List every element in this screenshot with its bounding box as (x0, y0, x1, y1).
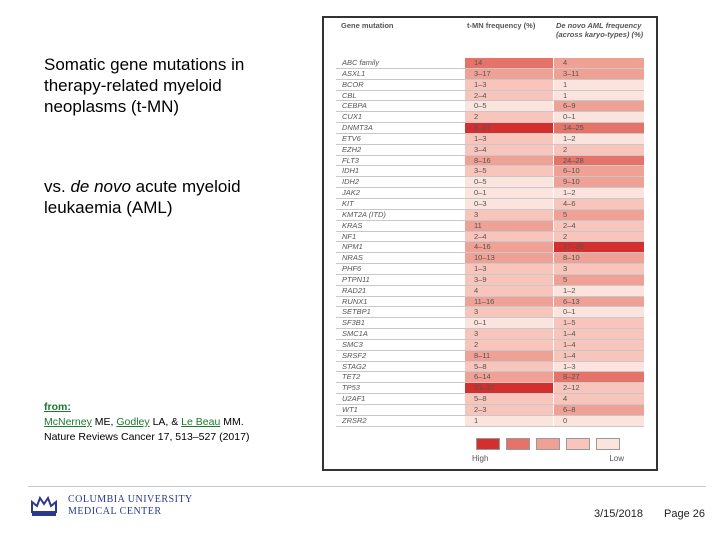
logo-line-2: MEDICAL CENTER (68, 506, 162, 517)
crown-icon (30, 494, 58, 518)
mutation-frequency-table (322, 16, 658, 471)
tmn-frequency-cell: 2 (464, 112, 553, 122)
slide-title: Somatic gene mutations in therapy-related myeloid neoplasms (t-MN) (44, 55, 245, 116)
tmn-frequency-cell: 11 (464, 221, 553, 231)
table-row (336, 166, 644, 177)
gene-cell: IDH1 (342, 166, 360, 176)
gene-cell: CUX1 (342, 112, 363, 122)
tmn-frequency-cell: 0–1 (464, 318, 553, 328)
aml-frequency-cell: 2 (553, 145, 644, 155)
table-row (336, 351, 644, 362)
subtitle-prefix: vs. (44, 177, 71, 196)
aml-frequency-cell: 5 (553, 210, 644, 220)
gene-cell: JAK2 (342, 188, 360, 198)
gene-cell: KMT2A (ITD) (342, 209, 386, 219)
gene-cell: NF1 (342, 231, 357, 241)
gene-cell: STAG2 (342, 361, 367, 371)
tmn-frequency-cell: 23–37 (464, 383, 553, 393)
tmn-frequency-cell: 11–16 (464, 297, 553, 307)
tmn-frequency-cell: 8–16 (464, 156, 553, 166)
gene-cell: TET2 (342, 372, 361, 382)
gene-cell: IDH2 (342, 177, 360, 187)
tmn-frequency-cell: 3 (464, 210, 553, 220)
subtitle-italic: de novo (70, 177, 131, 196)
aml-frequency-cell: 1–3 (553, 362, 644, 372)
legend-swatches (476, 438, 638, 450)
aml-frequency-cell: 4 (553, 58, 644, 68)
columbia-logo (30, 494, 193, 518)
tmn-frequency-cell: 5–8 (464, 362, 553, 372)
header-gene: Gene mutation (341, 21, 394, 30)
aml-frequency-cell: 1–2 (553, 134, 644, 144)
legend-swatch (506, 438, 530, 450)
gene-cell: CEBPA (342, 101, 367, 111)
aml-frequency-cell: 0 (553, 416, 644, 426)
tmn-frequency-cell: 1 (464, 416, 553, 426)
aml-frequency-cell: 8–10 (553, 253, 644, 263)
header-tmn: t-MN frequency (%) (467, 21, 536, 30)
tmn-frequency-cell: 2 (464, 340, 553, 350)
aml-frequency-cell: 6–8 (553, 405, 644, 415)
tmn-frequency-cell: 2–4 (464, 232, 553, 242)
journal-reference: Nature Reviews Cancer 17, 513–527 (2017) (44, 431, 250, 443)
tmn-frequency-cell: 0–1 (464, 188, 553, 198)
aml-frequency-cell: 0–1 (553, 307, 644, 317)
gene-cell: SRSF2 (342, 350, 367, 360)
table-row (336, 210, 644, 221)
aml-frequency-cell: 0–1 (553, 112, 644, 122)
tmn-frequency-cell: 0–5 (464, 177, 553, 187)
slide-date: 3/15/2018 (594, 508, 643, 520)
aml-frequency-cell: 1–4 (553, 351, 644, 361)
table-row (336, 188, 644, 199)
gene-cell: ABC family (342, 58, 380, 67)
tmn-frequency-cell: 6–14 (464, 372, 553, 382)
table-row (336, 340, 644, 351)
table-row (336, 329, 644, 340)
table-row (336, 112, 644, 123)
aml-frequency-cell: 1–4 (553, 329, 644, 339)
tmn-frequency-cell: 0–3 (464, 199, 553, 209)
subtitle-suffix: acute myeloid leukaemia (AML) (44, 177, 241, 217)
table-row (336, 307, 644, 318)
tmn-frequency-cell: 8–11 (464, 351, 553, 361)
gene-cell: TP53 (342, 383, 360, 393)
slide-subtitle (44, 176, 304, 218)
tmn-frequency-cell: 4 (464, 286, 553, 296)
table-row (336, 405, 644, 416)
tmn-frequency-cell: 14 (464, 58, 553, 68)
tmn-frequency-cell: 2–3 (464, 405, 553, 415)
tmn-frequency-cell: 3 (464, 307, 553, 317)
legend-high-label: High (472, 454, 489, 463)
tmn-frequency-cell: 3 (464, 329, 553, 339)
aml-frequency-cell: 8–27 (553, 372, 644, 382)
source-from-label: from: (44, 401, 71, 413)
aml-frequency-cell: 3 (553, 264, 644, 274)
legend-low-label: Low (609, 454, 624, 463)
tmn-frequency-cell: 3–5 (464, 166, 553, 176)
aml-frequency-cell: 1 (553, 80, 644, 90)
author-link-mcnerney[interactable]: McNerney (44, 416, 92, 428)
gene-cell: RAD21 (342, 285, 367, 295)
aml-frequency-cell: 2 (553, 232, 644, 242)
gene-cell: KRAS (342, 220, 363, 230)
aml-frequency-cell: 1 (553, 91, 644, 101)
aml-frequency-cell: 1–2 (553, 188, 644, 198)
heat-legend (468, 438, 638, 466)
aml-frequency-cell: 2–4 (553, 221, 644, 231)
aml-frequency-cell: 5 (553, 275, 644, 285)
table-row (336, 242, 644, 253)
gene-cell: PHF6 (342, 264, 362, 274)
logo-line-1: COLUMBIA UNIVERSITY (68, 494, 193, 505)
table-row (336, 383, 644, 394)
table-row (336, 318, 644, 329)
table-row (336, 145, 644, 156)
gene-cell: KIT (342, 198, 354, 208)
tmn-frequency-cell: 2–4 (464, 91, 553, 101)
footer-divider (28, 486, 706, 487)
aml-frequency-cell: 27–35 (553, 242, 644, 252)
aml-frequency-cell: 9–10 (553, 177, 644, 187)
header-aml: De novo AML frequency (across karyo-types) (%) (556, 21, 644, 39)
table-row (336, 394, 644, 405)
aml-frequency-cell: 1–5 (553, 318, 644, 328)
tmn-frequency-cell: 4–16 (464, 242, 553, 252)
aml-frequency-cell: 4–6 (553, 199, 644, 209)
tmn-frequency-cell: 1–3 (464, 134, 553, 144)
tmn-frequency-cell: 1–3 (464, 264, 553, 274)
aml-frequency-cell: 1–2 (553, 286, 644, 296)
gene-cell: SMC1A (342, 329, 368, 339)
tmn-frequency-cell: 3–9 (464, 275, 553, 285)
table-row (336, 264, 644, 275)
table-row (336, 91, 644, 102)
gene-cell: WT1 (342, 405, 358, 414)
gene-cell: ZRSR2 (342, 415, 367, 425)
table-row (336, 80, 644, 91)
tmn-frequency-cell: 8–27 (464, 123, 553, 133)
table-row (336, 199, 644, 210)
table-row (336, 134, 644, 145)
table-row (336, 253, 644, 264)
page-number: Page 26 (664, 508, 705, 520)
gene-cell: RUNX1 (342, 296, 368, 306)
table-body (336, 58, 644, 427)
aml-frequency-cell: 6–9 (553, 101, 644, 111)
gene-cell: CBL (342, 90, 357, 100)
table-row (336, 177, 644, 188)
table-row (336, 101, 644, 112)
gene-cell: ETV6 (342, 133, 361, 143)
author-initials-3: MM. (220, 416, 244, 428)
author-initials-1: ME, (91, 416, 117, 428)
legend-swatch (596, 438, 620, 450)
table-row (336, 416, 644, 427)
legend-swatch (566, 438, 590, 450)
aml-frequency-cell: 4 (553, 394, 644, 404)
gene-cell: NRAS (342, 253, 363, 263)
gene-cell: NPM1 (342, 242, 363, 252)
aml-frequency-cell: 6–10 (553, 166, 644, 176)
aml-frequency-cell: 3–11 (553, 69, 644, 79)
gene-cell: ASXL1 (342, 68, 366, 78)
gene-cell: FLT3 (342, 155, 359, 165)
table-row (336, 286, 644, 297)
aml-frequency-cell: 24–28 (553, 156, 644, 166)
table-row (336, 58, 644, 69)
table-row (336, 156, 644, 167)
gene-cell: U2AF1 (342, 394, 366, 404)
aml-frequency-cell: 14–25 (553, 123, 644, 133)
aml-frequency-cell: 1–4 (553, 340, 644, 350)
tmn-frequency-cell: 0–5 (464, 101, 553, 111)
source-citation (44, 400, 324, 445)
table-row (336, 372, 644, 383)
table-row (336, 69, 644, 80)
author-initials-2: LA, & (149, 416, 182, 428)
gene-cell: DNMT3A (342, 123, 373, 133)
gene-cell: BCOR (342, 79, 364, 89)
tmn-frequency-cell: 3–17 (464, 69, 553, 79)
table-row (336, 362, 644, 373)
aml-frequency-cell: 2–12 (553, 383, 644, 393)
author-link-lebeau[interactable]: Le Beau (181, 416, 221, 428)
legend-swatch (536, 438, 560, 450)
legend-swatch (476, 438, 500, 450)
table-row (336, 232, 644, 243)
table-row (336, 297, 644, 308)
gene-cell: PTPN11 (342, 274, 370, 284)
tmn-frequency-cell: 10–13 (464, 253, 553, 263)
author-link-godley[interactable]: Godley (116, 416, 150, 428)
gene-cell: SMC3 (342, 339, 363, 349)
gene-cell: SF3B1 (342, 318, 365, 328)
tmn-frequency-cell: 5–8 (464, 394, 553, 404)
tmn-frequency-cell: 3–4 (464, 145, 553, 155)
aml-frequency-cell: 6–13 (553, 297, 644, 307)
gene-cell: SETBP1 (342, 307, 371, 317)
table-row (336, 123, 644, 134)
table-row (336, 221, 644, 232)
tmn-frequency-cell: 1–3 (464, 80, 553, 90)
table-row (336, 275, 644, 286)
gene-cell: EZH2 (342, 144, 362, 154)
